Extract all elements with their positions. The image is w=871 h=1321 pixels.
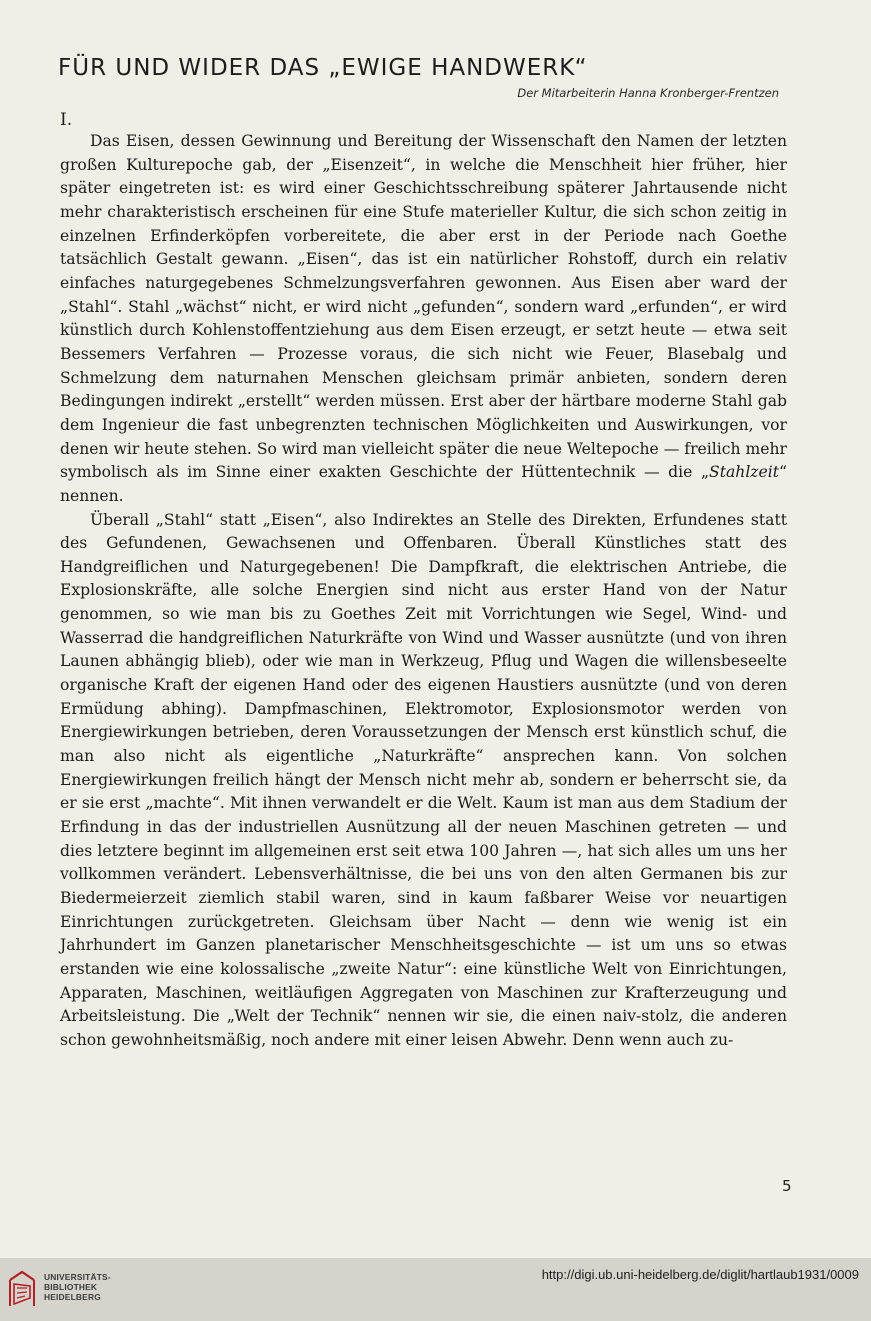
article-title: FÜR UND WIDER DAS „EWIGE HANDWERK“	[58, 55, 588, 81]
library-name-line-3: HEIDELBERG	[44, 1292, 101, 1302]
library-name[interactable]	[44, 1272, 111, 1302]
viewer-footer	[0, 1258, 871, 1321]
paragraph-1-emphasis: Stahlzeit	[709, 463, 780, 482]
heidelberg-library-logo-icon[interactable]	[8, 1268, 36, 1308]
page-number: 5	[782, 1177, 792, 1195]
paragraph-2: Überall „Stahl“ statt „Eisen“, also Indirektes an Stelle des Direkten, Erfundenes statt des Gefundenen, Gewachsenen und Offenbaren. Überall Künstliches statt des Handgreiflichen und Naturgegebenen! Die Dampfkraft, die elektrischen Antriebe, die Explosionskräfte, alle solche Energien sind nicht aus erster Hand von der Natur genommen, so wie man bis zu Goethes Zeit mit Vorrichtungen wie Segel, Wind- und Wasserrad die handgreiflichen Naturkräfte von Wind und Wasser ausnützte (und von ihren Launen abhängig blieb), oder wie man in Werkzeug, Pflug und Wagen die willensbeseelte organische Kraft der eigenen Hand oder des eigenen Haustiers ausnützte (und von deren Ermüdung abhing). Dampfmaschinen, Elektromotor, Explosionsmotor werden von Energiewirkungen betrieben, deren Voraussetzungen der Mensch erst künstlich schuf, die man also nicht als eigentliche „Naturkräfte“ ansprechen kann. Von solchen Energiewirkungen freilich hängt der Mensch nicht mehr ab, sondern er beherrscht sie, da er sie erst „machte“. Mit ihnen verwandelt er die Welt. Kaum ist man aus dem Stadium der Erfindung in das der industriellen Ausnützung all der neuen Maschinen getreten — und dies letztere beginnt im allgemeinen erst seit etwa 100 Jahren —, hat sich alles um uns her vollkommen verändert. Lebensverhältnisse, die bei uns von den alten Germanen bis zur Biedermeierzeit ziemlich stabil waren, sind in kaum faßbarer Weise vor neuartigen Einrichtungen zurückgetreten. Gleichsam über Nacht — denn wie wenig ist ein Jahrhundert im Ganzen planetarischer Menschheitsgeschichte — ist um uns so etwas erstanden wie eine kolossalische „zweite Natur“: eine künstliche Welt von Einrichtungen, Apparaten, Maschinen, weitläufigen Aggregaten von Maschinen zur Krafterzeugung und Arbeitsleistung. Die „Welt der Technik“ nennen wir sie, die einen naiv-stolz, die anderen schon gewohnheitsmäßig, noch andere mit einer leisen Abwehr. Denn wenn auch zu-	[60, 510, 787, 1049]
library-name-line-2: BIBLIOTHEK	[44, 1282, 98, 1292]
paragraph-1-end: “ nennen.	[60, 463, 787, 505]
article-body	[60, 130, 787, 1053]
library-name-line-1: UNIVERSITÄTS-	[44, 1272, 111, 1282]
paragraph-1	[60, 130, 787, 509]
section-number: I.	[60, 110, 73, 130]
source-url-link[interactable]: http://digi.ub.uni-heidelberg.de/diglit/hartlaub1931/0009	[541, 1267, 859, 1282]
paragraph-1-text: Das Eisen, dessen Gewinnung und Bereitung der Wissenschaft den Namen der letzten großen Kulturepoche gab, der „Eisenzeit“, in welche die Menschheit hier früher, hier später eingetreten ist: es wird einer Geschichtsschreibung späterer Jahrtausende nicht mehr charakteristisch erscheinen für eine Stufe materieller Kultur, die sich schon zeitig in einzelnen Erfinderköpfen vorbereitete, die aber erst in der Periode nach Goethe tatsächlich Gestalt gewann. „Eisen“, das ist ein natürlicher Rohstoff, durch ein relativ einfaches naturgegebenes Schmelzungsverfahren gewonnen. Aus Eisen aber ward der „Stahl“. Stahl „wächst“ nicht, er wird nicht „gefunden“, sondern ward „erfunden“, er wird künstlich durch Kohlenstoffentziehung aus dem Eisen erzeugt, er setzt heute — etwa seit Bessemers Verfahren — Prozesse voraus, die sich nicht wie Feuer, Blasebalg und Schmelzung dem naturnahen Menschen gleichsam primär anbieten, sondern deren Bedingungen indirekt „erstellt“ werden müssen. Erst aber der härtbare moderne Stahl gab dem Ingenieur die fast unbegrenzten technischen Möglichkeiten und Auswirkungen, vor denen wir heute stehen. So wird man vielleicht später die neue Weltepoche — freilich mehr symbolisch als im Sinne einer exakten Geschichte der Hüttentechnik — die „	[60, 132, 787, 482]
author-byline: Der Mitarbeiterin Hanna Kronberger-Frentzen	[517, 86, 779, 100]
